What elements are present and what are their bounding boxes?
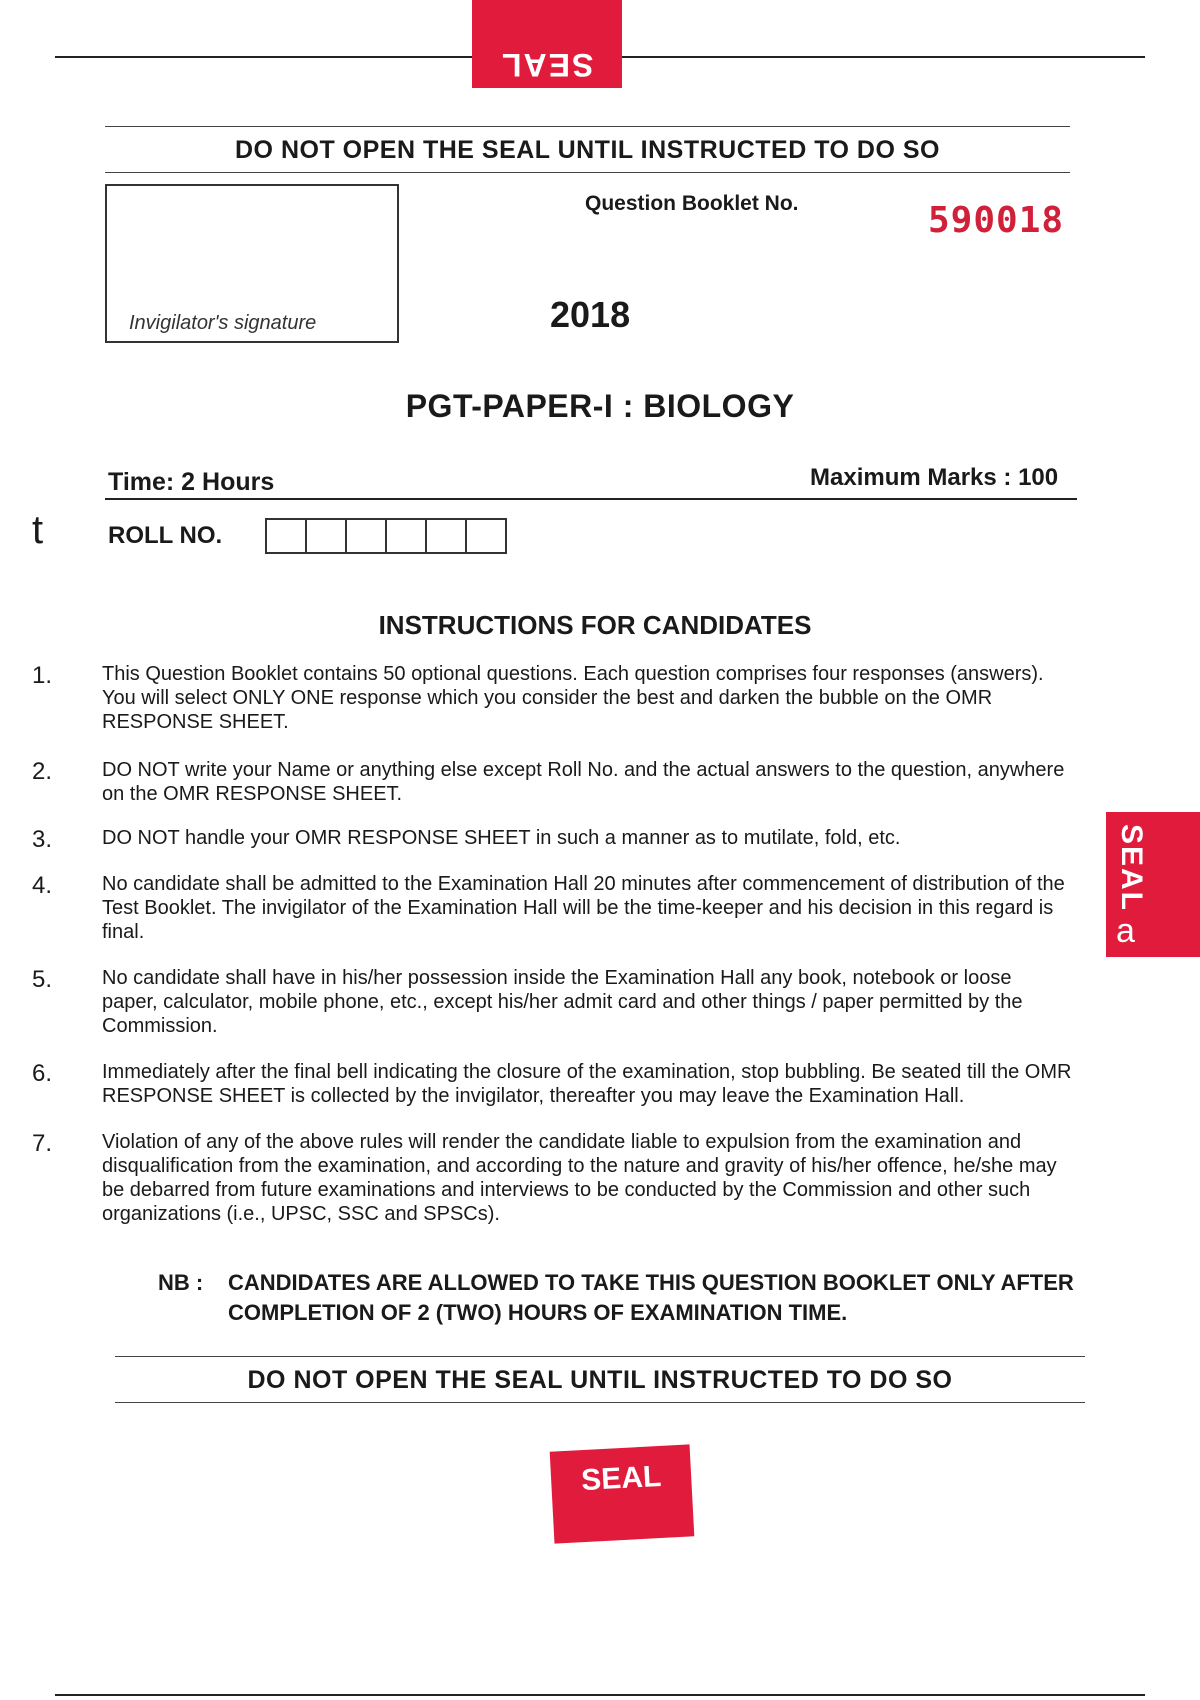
seal-bottom bbox=[550, 1444, 695, 1543]
warning-top-rule-upper bbox=[105, 126, 1070, 127]
max-marks: Maximum Marks : 100 bbox=[810, 464, 1059, 491]
roll-digit-box[interactable] bbox=[427, 520, 467, 552]
exam-year: 2018 bbox=[550, 294, 631, 335]
instruction-item bbox=[32, 872, 1082, 944]
instruction-text: DO NOT write your Name or anything else except Roll No. and the actual answers to the question, anywhere on the OMR RESPONSE SHEET. bbox=[102, 759, 1065, 805]
bottom-rule bbox=[55, 1694, 1145, 1696]
instruction-text: Immediately after the final bell indicating the closure of the examination, stop bubbling. Be seated till the OMR RESPONSE SHEET is collected by the invigilator, thereafter you may leave the Examination Hall. bbox=[102, 1061, 1072, 1107]
roll-number-boxes[interactable] bbox=[265, 518, 507, 554]
invigilator-signature-box bbox=[105, 184, 399, 343]
seal-side-label: SEAL bbox=[1115, 824, 1148, 913]
nb-label: NB : bbox=[158, 1270, 204, 1295]
instruction-text: No candidate shall have in his/her possession inside the Examination Hall any book, notebook or loose paper, calculator, mobile phone, etc., except his/her admit card and other things / paper permitted by the Commission. bbox=[102, 967, 1023, 1037]
instructions-list bbox=[32, 650, 1082, 1226]
instruction-number: 1. bbox=[32, 662, 53, 689]
instructions-heading: INSTRUCTIONS FOR CANDIDATES bbox=[378, 610, 812, 640]
instruction-number: 7. bbox=[32, 1130, 53, 1157]
instruction-item bbox=[32, 826, 1082, 852]
paper-title: PGT-PAPER-I : BIOLOGY bbox=[405, 388, 795, 424]
seal-bottom-label: SEAL bbox=[580, 1459, 662, 1498]
booklet-number-label: Question Booklet No. bbox=[585, 192, 799, 215]
instruction-item bbox=[32, 1060, 1082, 1108]
seal-side bbox=[1106, 812, 1200, 957]
instruction-number: 3. bbox=[32, 826, 53, 853]
time-rule bbox=[105, 498, 1077, 500]
warning-top: DO NOT OPEN THE SEAL UNTIL INSTRUCTED TO DO SO bbox=[235, 136, 940, 164]
instruction-number: 2. bbox=[32, 758, 53, 785]
roll-digit-box[interactable] bbox=[467, 520, 505, 552]
instruction-number: 5. bbox=[32, 966, 53, 993]
warning-top-rule-lower bbox=[105, 172, 1070, 173]
seal-side-extra: a bbox=[1116, 912, 1135, 950]
roll-digit-box[interactable] bbox=[387, 520, 427, 552]
roll-digit-box[interactable] bbox=[307, 520, 347, 552]
nb-text: CANDIDATES ARE ALLOWED TO TAKE THIS QUESTION BOOKLET ONLY AFTER COMPLETION OF 2 (TWO) HOURS OF EXAMINATION TIME. bbox=[228, 1270, 1074, 1325]
instruction-item bbox=[32, 966, 1082, 1038]
instruction-text: DO NOT handle your OMR RESPONSE SHEET in such a manner as to mutilate, fold, etc. bbox=[102, 827, 901, 849]
instruction-item bbox=[32, 662, 1082, 734]
nb-note bbox=[158, 1268, 1088, 1328]
warning-bottom-rule-upper bbox=[115, 1356, 1085, 1357]
margin-mark: t bbox=[32, 508, 44, 552]
instruction-number: 6. bbox=[32, 1060, 53, 1087]
seal-top-label: SEAL bbox=[500, 46, 594, 83]
instruction-text: This Question Booklet contains 50 optional questions. Each question comprises four responses (answers). You will select ONLY ONE response which you consider the best and darken the bubble on the OMR RESPONSE SHEET. bbox=[102, 663, 1044, 733]
warning-bottom-rule-lower bbox=[115, 1402, 1085, 1403]
booklet-number: 590018 bbox=[928, 200, 1065, 241]
warning-bottom: DO NOT OPEN THE SEAL UNTIL INSTRUCTED TO DO SO bbox=[247, 1366, 953, 1394]
instruction-text: Violation of any of the above rules will render the candidate liable to expulsion from the examination and disqualification from the examination, and according to the nature and gravity of his/her offence, he/she may be debarred from future examinations and interviews to be conducted by the Commission and other such organizations (i.e., UPSC, SSC and SPSCs). bbox=[102, 1131, 1057, 1225]
roll-digit-box[interactable] bbox=[347, 520, 387, 552]
roll-label: ROLL NO. bbox=[108, 522, 223, 549]
instruction-number: 4. bbox=[32, 872, 53, 899]
instruction-item bbox=[32, 1130, 1082, 1226]
invigilator-signature-label: Invigilator's signature bbox=[129, 312, 317, 334]
roll-digit-box[interactable] bbox=[267, 520, 307, 552]
seal-top bbox=[472, 0, 622, 88]
instruction-item bbox=[32, 758, 1082, 806]
exam-time: Time: 2 Hours bbox=[108, 468, 275, 496]
instruction-text: No candidate shall be admitted to the Examination Hall 20 minutes after commencement of distribution of the Test Booklet. The invigilator of the Examination Hall will be the time-keeper and his decision in this regard is final. bbox=[102, 873, 1065, 943]
